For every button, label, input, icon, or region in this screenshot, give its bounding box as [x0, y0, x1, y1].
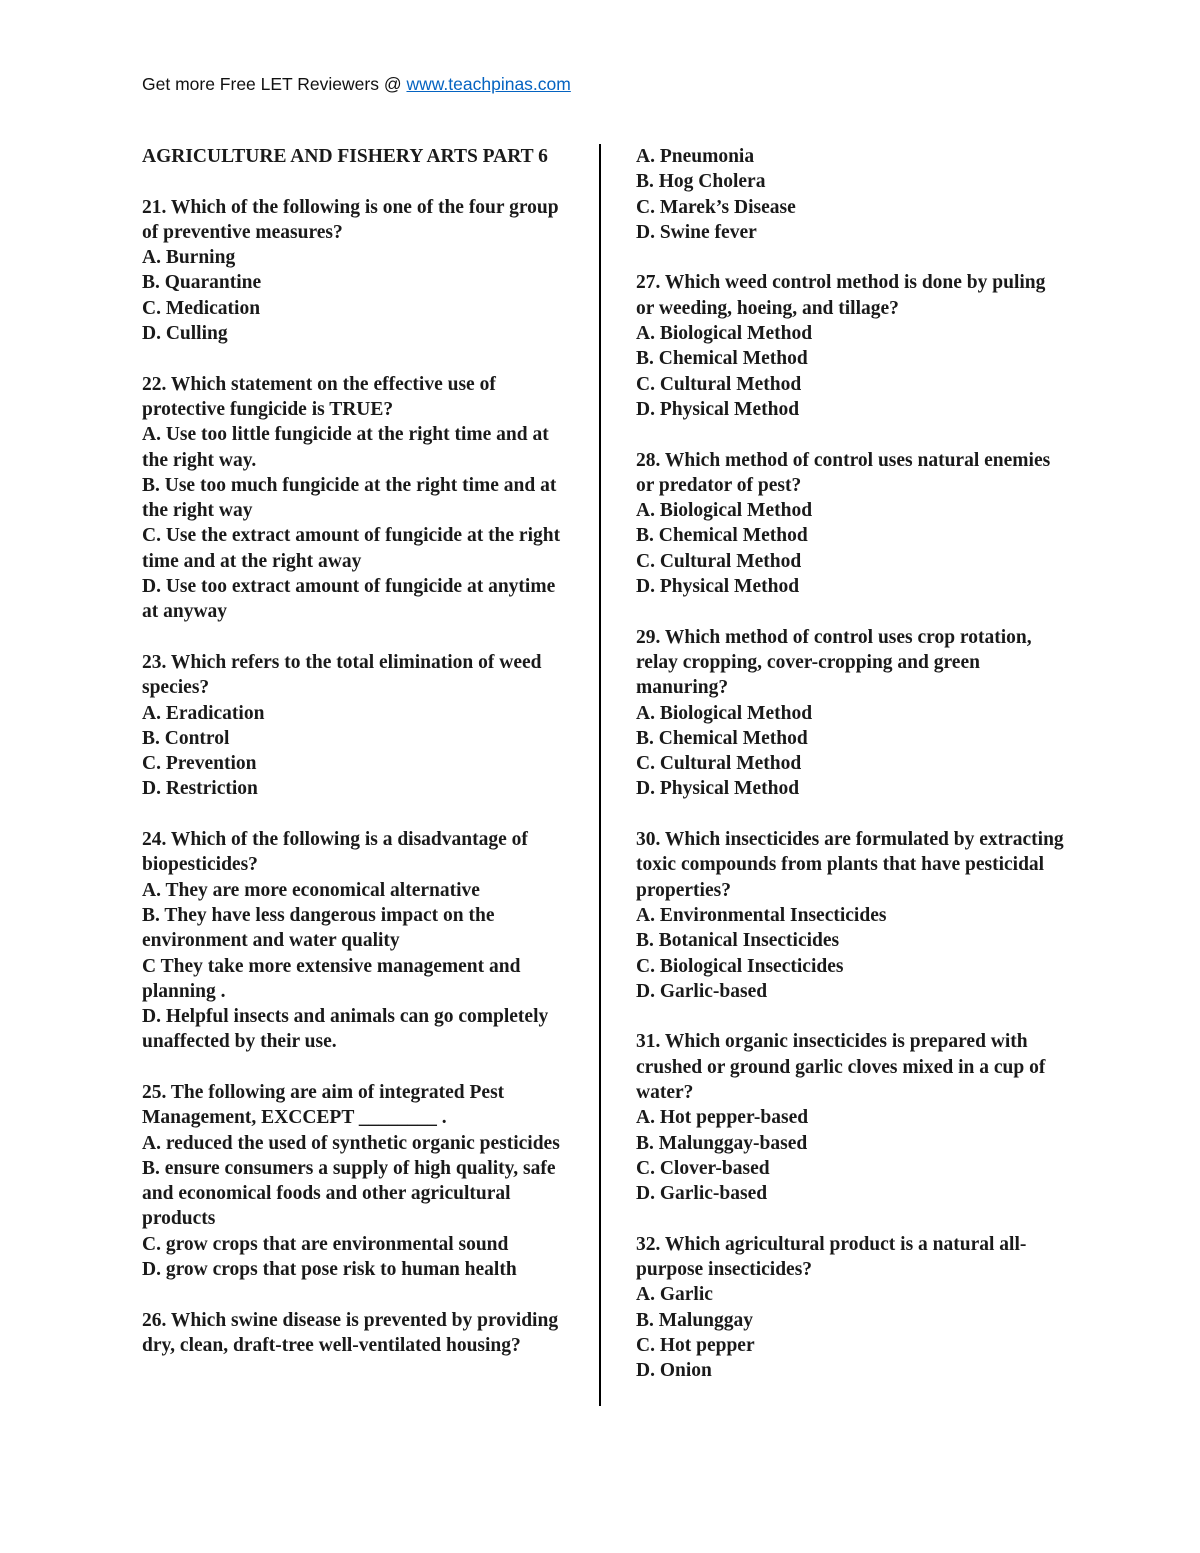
answer-option: A. Hot pepper-based: [636, 1107, 809, 1129]
answer-option: D. Onion: [636, 1360, 712, 1382]
question-block: [636, 827, 1066, 1004]
answer-option: A. Burning: [142, 247, 236, 269]
question-block: [142, 1308, 572, 1359]
page-header: [142, 72, 571, 96]
answer-option: D. Swine fever: [636, 221, 757, 243]
question-text: 32. Which agricultural product is a natural all-purpose insecticides?: [636, 1233, 1027, 1281]
answer-option: C. grow crops that are environmental sound: [142, 1233, 509, 1255]
answer-option: D. grow crops that pose risk to human health: [142, 1259, 517, 1281]
question-block: [636, 625, 1066, 802]
answer-option: C. Biological Insecticides: [636, 955, 844, 977]
answer-option: D. Garlic-based: [636, 1183, 768, 1205]
answer-option: B. Chemical Method: [636, 727, 808, 749]
question-text: 22. Which statement on the effective use of protective fungicide is TRUE?: [142, 373, 496, 420]
answer-option: D. Helpful insects and animals can go completely unaffected by their use.: [142, 1006, 549, 1053]
teachpinas-link[interactable]: www.teachpinas.com: [406, 74, 571, 94]
answer-option: C. Medication: [142, 297, 261, 319]
answer-option: A. Biological Method: [636, 500, 813, 522]
question-block: [142, 650, 572, 802]
answer-option: C. Cultural Method: [636, 373, 802, 395]
question-text: 26. Which swine disease is prevented by providing dry, clean, draft-tree well-ventilated housing?: [142, 1309, 559, 1356]
answer-option: C. Use the extract amount of fungicide at the right time and at the right away: [142, 525, 561, 572]
question-block: [142, 195, 572, 347]
answer-option: B. They have less dangerous impact on the environment and water quality: [142, 904, 495, 952]
answer-option: A. reduced the used of synthetic organic pesticides: [142, 1132, 560, 1154]
question-text: 25. The following are aim of integrated Pest Management, EXCCEPT ________ .: [142, 1081, 505, 1129]
answer-option: D. Physical Method: [636, 398, 800, 420]
question-block: [142, 827, 572, 1055]
answer-option: D. Physical Method: [636, 576, 800, 598]
left-column: [142, 144, 572, 1384]
answer-option: B. Quarantine: [142, 272, 262, 294]
question-block: [636, 448, 1066, 600]
right-column: [636, 144, 1066, 1409]
question-block: [636, 1029, 1066, 1206]
answer-option: B. Botanical Insecticides: [636, 930, 840, 952]
answer-option: B. Control: [142, 727, 230, 749]
answer-option: B. Use too much fungicide at the right time and at the right way: [142, 474, 557, 522]
answer-option: C. Cultural Method: [636, 753, 802, 775]
answer-option: A. Use too little fungicide at the right time and at the right way.: [142, 424, 549, 471]
question-block: [636, 144, 1066, 245]
question-text: 29. Which method of control uses crop rotation, relay cropping, cover-cropping and green manuring?: [636, 626, 1032, 699]
answer-option: A. Biological Method: [636, 702, 813, 724]
question-block: [636, 1232, 1066, 1384]
answer-option: A. Biological Method: [636, 323, 813, 345]
answer-option: B. Malunggay: [636, 1309, 754, 1331]
answer-option: D. Restriction: [142, 778, 258, 800]
answer-option: A. Eradication: [142, 702, 265, 724]
answer-option: A. Pneumonia: [636, 146, 755, 167]
answer-option: D. Physical Method: [636, 778, 800, 800]
answer-option: B. Chemical Method: [636, 525, 808, 547]
answer-option: A. Garlic: [636, 1284, 713, 1306]
question-text: 23. Which refers to the total elimination of weed species?: [142, 651, 542, 699]
question-text: 24. Which of the following is a disadvantage of biopesticides?: [142, 829, 528, 876]
question-text: 31. Which organic insecticides is prepared with crushed or ground garlic cloves mixed in a cup of water?: [636, 1031, 1046, 1103]
column-divider: [599, 144, 601, 1406]
question-block: [142, 372, 572, 625]
question-text: 27. Which weed control method is done by puling or weeding, hoeing, and tillage?: [636, 272, 1046, 319]
answer-option: A. They are more economical alternative: [142, 879, 480, 901]
answer-option: B. ensure consumers a supply of high quality, safe and economical foods and other agricultural products: [142, 1157, 556, 1230]
answer-option: C They take more extensive management and planning .: [142, 955, 521, 1002]
answer-option: C. Clover-based: [636, 1157, 770, 1179]
answer-option: B. Chemical Method: [636, 348, 808, 370]
answer-option: D. Use too extract amount of fungicide at anytime at anyway: [142, 576, 556, 623]
answer-option: D. Garlic-based: [636, 980, 768, 1002]
answer-option: C. Cultural Method: [636, 550, 802, 572]
answer-option: C. Hot pepper: [636, 1334, 755, 1356]
question-text: 30. Which insecticides are formulated by extracting toxic compounds from plants that have pesticidal properties?: [636, 829, 1064, 901]
header-text: Get more Free LET Reviewers @: [142, 74, 407, 94]
answer-option: B. Malunggay-based: [636, 1132, 808, 1154]
answer-option: D. Culling: [142, 323, 228, 345]
question-text: 28. Which method of control uses natural enemies or predator of pest?: [636, 449, 1051, 496]
answer-option: C. Prevention: [142, 753, 257, 775]
answer-option: C. Marek’s Disease: [636, 196, 796, 218]
answer-option: A. Environmental Insecticides: [636, 904, 887, 926]
page-title: AGRICULTURE AND FISHERY ARTS PART 6: [142, 146, 548, 167]
answer-option: B. Hog Cholera: [636, 171, 766, 193]
question-block: [142, 1080, 572, 1282]
question-text: 21. Which of the following is one of the four group of preventive measures?: [142, 196, 559, 243]
question-block: [636, 270, 1066, 422]
